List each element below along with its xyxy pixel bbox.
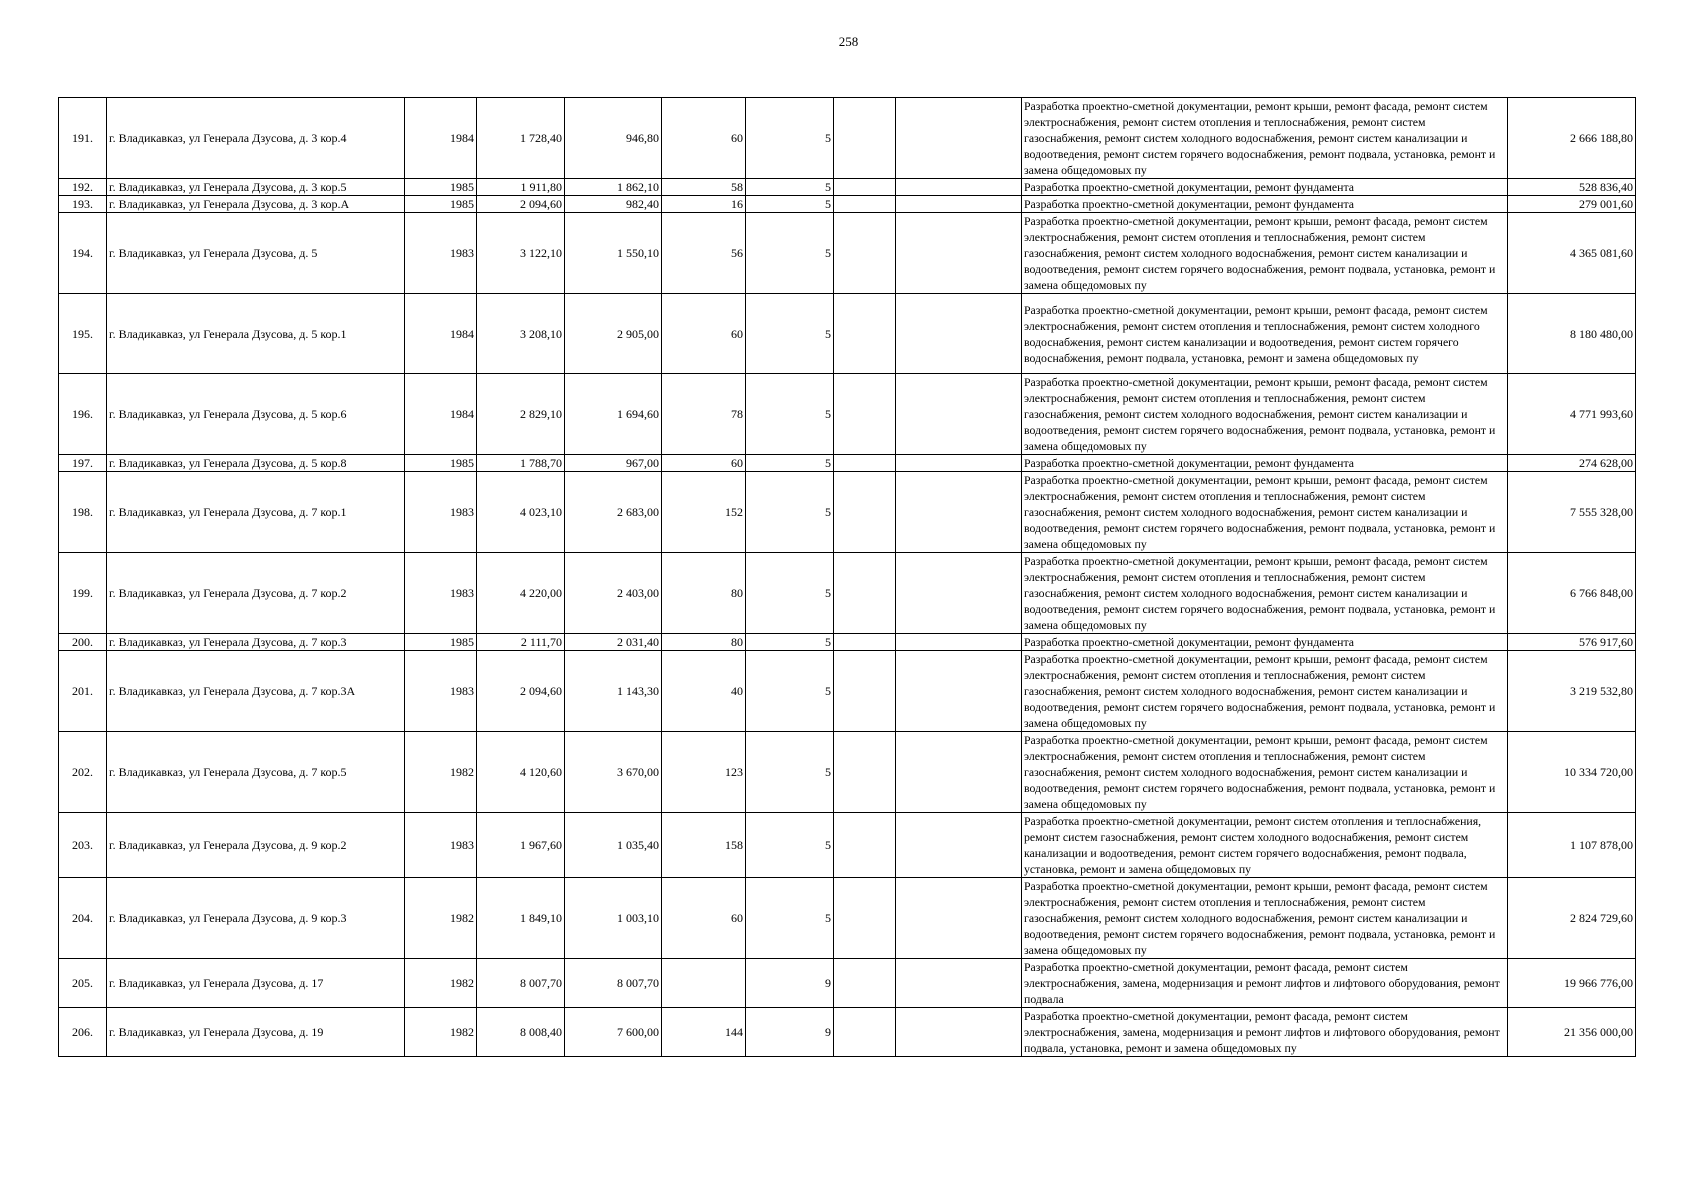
empty-cell [834, 98, 896, 179]
floors-cell: 9 [746, 1008, 834, 1057]
works-description-cell: Разработка проектно-сметной документации, ремонт фасада, ремонт систем электроснабжения, замена, модернизация и ремонт лифтов и лифтового оборудования, ремонт подвала, установка, ремонт и замена общедомовых пу [1022, 1008, 1508, 1057]
total-area-cell: 4 220,00 [477, 553, 565, 634]
empty-cell [834, 878, 896, 959]
cost-cell: 10 334 720,00 [1508, 732, 1636, 813]
living-area-cell: 7 600,00 [565, 1008, 662, 1057]
living-area-cell: 946,80 [565, 98, 662, 179]
cost-cell: 19 966 776,00 [1508, 959, 1636, 1008]
living-area-cell: 3 670,00 [565, 732, 662, 813]
table-row [59, 634, 1636, 651]
table-row [59, 179, 1636, 196]
year-cell: 1984 [405, 374, 477, 455]
row-number: 193. [59, 196, 107, 213]
year-cell: 1983 [405, 213, 477, 294]
year-cell: 1985 [405, 634, 477, 651]
year-cell: 1982 [405, 732, 477, 813]
total-area-cell: 2 829,10 [477, 374, 565, 455]
total-area-cell: 2 111,70 [477, 634, 565, 651]
works-description-cell: Разработка проектно-сметной документации, ремонт крыши, ремонт фасада, ремонт систем электроснабжения, ремонт систем отопления и теплоснабжения, ремонт систем газоснабжения, ремонт систем холодного водоснабжения, ремонт систем канализации и водоотведения, ремонт систем горячего водоснабжения, ремонт подвала, установка, ремонт и замена общедомовых пу [1022, 878, 1508, 959]
floors-cell: 5 [746, 179, 834, 196]
empty-cell [896, 179, 1022, 196]
floors-cell: 5 [746, 196, 834, 213]
table-row [59, 1008, 1636, 1057]
works-description-cell: Разработка проектно-сметной документации, ремонт крыши, ремонт фасада, ремонт систем электроснабжения, ремонт систем отопления и теплоснабжения, ремонт систем газоснабжения, ремонт систем холодного водоснабжения, ремонт систем канализации и водоотведения, ремонт систем горячего водоснабжения, ремонт подвала, установка, ремонт и замена общедомовых пу [1022, 553, 1508, 634]
floors-cell: 5 [746, 455, 834, 472]
cost-cell: 21 356 000,00 [1508, 1008, 1636, 1057]
empty-cell [834, 179, 896, 196]
table-row [59, 813, 1636, 878]
total-area-cell: 1 911,80 [477, 179, 565, 196]
cost-cell: 4 365 081,60 [1508, 213, 1636, 294]
empty-cell [896, 213, 1022, 294]
empty-cell [896, 813, 1022, 878]
address-cell: г. Владикавказ, ул Генерала Дзусова, д. 7 кор.2 [107, 553, 405, 634]
residents-cell: 40 [662, 651, 746, 732]
row-number: 204. [59, 878, 107, 959]
address-cell: г. Владикавказ, ул Генерала Дзусова, д. 5 кор.6 [107, 374, 405, 455]
row-number: 199. [59, 553, 107, 634]
address-cell: г. Владикавказ, ул Генерала Дзусова, д. 5 [107, 213, 405, 294]
floors-cell: 9 [746, 959, 834, 1008]
row-number: 201. [59, 651, 107, 732]
address-cell: г. Владикавказ, ул Генерала Дзусова, д. 9 кор.2 [107, 813, 405, 878]
table-row [59, 455, 1636, 472]
empty-cell [834, 553, 896, 634]
empty-cell [896, 732, 1022, 813]
floors-cell: 5 [746, 732, 834, 813]
address-cell: г. Владикавказ, ул Генерала Дзусова, д. 7 кор.1 [107, 472, 405, 553]
address-cell: г. Владикавказ, ул Генерала Дзусова, д. 19 [107, 1008, 405, 1057]
living-area-cell: 2 683,00 [565, 472, 662, 553]
living-area-cell: 1 003,10 [565, 878, 662, 959]
table-row [59, 553, 1636, 634]
year-cell: 1985 [405, 196, 477, 213]
living-area-cell: 1 035,40 [565, 813, 662, 878]
cost-cell: 1 107 878,00 [1508, 813, 1636, 878]
residents-cell: 60 [662, 455, 746, 472]
page-number: 258 [838, 34, 859, 49]
cost-cell: 576 917,60 [1508, 634, 1636, 651]
year-cell: 1984 [405, 98, 477, 179]
floors-cell: 5 [746, 472, 834, 553]
empty-cell [896, 651, 1022, 732]
floors-cell: 5 [746, 294, 834, 374]
total-area-cell: 8 007,70 [477, 959, 565, 1008]
residents-cell: 60 [662, 98, 746, 179]
repair-program-table [58, 97, 1636, 1057]
residents-cell: 152 [662, 472, 746, 553]
row-number: 192. [59, 179, 107, 196]
cost-cell: 3 219 532,80 [1508, 651, 1636, 732]
row-number: 205. [59, 959, 107, 1008]
floors-cell: 5 [746, 813, 834, 878]
cost-cell: 8 180 480,00 [1508, 294, 1636, 374]
living-area-cell: 1 550,10 [565, 213, 662, 294]
empty-cell [896, 294, 1022, 374]
residents-cell: 80 [662, 634, 746, 651]
floors-cell: 5 [746, 634, 834, 651]
year-cell: 1984 [405, 294, 477, 374]
row-number: 200. [59, 634, 107, 651]
floors-cell: 5 [746, 213, 834, 294]
empty-cell [896, 959, 1022, 1008]
total-area-cell: 1 788,70 [477, 455, 565, 472]
empty-cell [896, 878, 1022, 959]
empty-cell [834, 196, 896, 213]
floors-cell: 5 [746, 878, 834, 959]
floors-cell: 5 [746, 651, 834, 732]
address-cell: г. Владикавказ, ул Генерала Дзусова, д. 7 кор.5 [107, 732, 405, 813]
works-description-cell: Разработка проектно-сметной документации, ремонт фундамента [1022, 634, 1508, 651]
empty-cell [896, 1008, 1022, 1057]
row-number: 194. [59, 213, 107, 294]
total-area-cell: 2 094,60 [477, 196, 565, 213]
table-row [59, 472, 1636, 553]
empty-cell [834, 374, 896, 455]
empty-cell [834, 455, 896, 472]
works-description-cell: Разработка проектно-сметной документации, ремонт фундамента [1022, 455, 1508, 472]
cost-cell: 6 766 848,00 [1508, 553, 1636, 634]
works-description-cell: Разработка проектно-сметной документации, ремонт фундамента [1022, 179, 1508, 196]
empty-cell [896, 553, 1022, 634]
residents-cell: 58 [662, 179, 746, 196]
floors-cell: 5 [746, 553, 834, 634]
residents-cell [662, 959, 746, 1008]
row-number: 195. [59, 294, 107, 374]
residents-cell: 60 [662, 294, 746, 374]
year-cell: 1983 [405, 553, 477, 634]
table-row [59, 213, 1636, 294]
year-cell: 1985 [405, 179, 477, 196]
empty-cell [834, 732, 896, 813]
address-cell: г. Владикавказ, ул Генерала Дзусова, д. 9 кор.3 [107, 878, 405, 959]
table-row [59, 98, 1636, 179]
empty-cell [834, 959, 896, 1008]
row-number: 202. [59, 732, 107, 813]
total-area-cell: 1 728,40 [477, 98, 565, 179]
row-number: 198. [59, 472, 107, 553]
empty-cell [834, 634, 896, 651]
row-number: 206. [59, 1008, 107, 1057]
cost-cell: 528 836,40 [1508, 179, 1636, 196]
total-area-cell: 3 208,10 [477, 294, 565, 374]
empty-cell [834, 213, 896, 294]
table-row [59, 374, 1636, 455]
residents-cell: 80 [662, 553, 746, 634]
works-description-cell: Разработка проектно-сметной документации, ремонт систем отопления и теплоснабжения, ремонт систем газоснабжения, ремонт систем холодного водоснабжения, ремонт систем канализации и водоотведения, ремонт систем горячего водоснабжения, ремонт подвала, установка, ремонт и замена общедомовых пу [1022, 813, 1508, 878]
total-area-cell: 4 023,10 [477, 472, 565, 553]
empty-cell [896, 98, 1022, 179]
living-area-cell: 2 403,00 [565, 553, 662, 634]
residents-cell: 78 [662, 374, 746, 455]
empty-cell [834, 651, 896, 732]
row-number: 196. [59, 374, 107, 455]
cost-cell: 2 666 188,80 [1508, 98, 1636, 179]
address-cell: г. Владикавказ, ул Генерала Дзусова, д. 17 [107, 959, 405, 1008]
year-cell: 1983 [405, 651, 477, 732]
empty-cell [834, 472, 896, 553]
table-row [59, 878, 1636, 959]
living-area-cell: 982,40 [565, 196, 662, 213]
total-area-cell: 2 094,60 [477, 651, 565, 732]
living-area-cell: 967,00 [565, 455, 662, 472]
table-row [59, 732, 1636, 813]
floors-cell: 5 [746, 98, 834, 179]
living-area-cell: 1 694,60 [565, 374, 662, 455]
total-area-cell: 4 120,60 [477, 732, 565, 813]
works-description-cell: Разработка проектно-сметной документации, ремонт крыши, ремонт фасада, ремонт систем электроснабжения, ремонт систем отопления и теплоснабжения, ремонт систем газоснабжения, ремонт систем холодного водоснабжения, ремонт систем канализации и водоотведения, ремонт систем горячего водоснабжения, ремонт подвала, установка, ремонт и замена общедомовых пу [1022, 213, 1508, 294]
living-area-cell: 2 905,00 [565, 294, 662, 374]
residents-cell: 56 [662, 213, 746, 294]
works-description-cell: Разработка проектно-сметной документации, ремонт фасада, ремонт систем электроснабжения, замена, модернизация и ремонт лифтов и лифтового оборудования, ремонт подвала [1022, 959, 1508, 1008]
living-area-cell: 8 007,70 [565, 959, 662, 1008]
works-description-cell: Разработка проектно-сметной документации, ремонт крыши, ремонт фасада, ремонт систем электроснабжения, ремонт систем отопления и теплоснабжения, ремонт систем газоснабжения, ремонт систем холодного водоснабжения, ремонт систем канализации и водоотведения, ремонт систем горячего водоснабжения, ремонт подвала, установка, ремонт и замена общедомовых пу [1022, 472, 1508, 553]
address-cell: г. Владикавказ, ул Генерала Дзусова, д. 5 кор.8 [107, 455, 405, 472]
floors-cell: 5 [746, 374, 834, 455]
year-cell: 1982 [405, 1008, 477, 1057]
total-area-cell: 1 967,60 [477, 813, 565, 878]
works-description-cell: Разработка проектно-сметной документации, ремонт крыши, ремонт фасада, ремонт систем электроснабжения, ремонт систем отопления и теплоснабжения, ремонт систем холодного водоснабжения, ремонт систем канализации и водоотведения, ремонт систем горячего водоснабжения, ремонт подвала, установка, ремонт и замена общедомовых пу [1022, 294, 1508, 374]
table-row [59, 959, 1636, 1008]
total-area-cell: 1 849,10 [477, 878, 565, 959]
total-area-cell: 3 122,10 [477, 213, 565, 294]
year-cell: 1985 [405, 455, 477, 472]
total-area-cell: 8 008,40 [477, 1008, 565, 1057]
table-row [59, 294, 1636, 374]
residents-cell: 144 [662, 1008, 746, 1057]
residents-cell: 158 [662, 813, 746, 878]
works-description-cell: Разработка проектно-сметной документации, ремонт крыши, ремонт фасада, ремонт систем электроснабжения, ремонт систем отопления и теплоснабжения, ремонт систем газоснабжения, ремонт систем холодного водоснабжения, ремонт систем канализации и водоотведения, ремонт систем горячего водоснабжения, ремонт подвала, установка, ремонт и замена общедомовых пу [1022, 651, 1508, 732]
empty-cell [834, 294, 896, 374]
address-cell: г. Владикавказ, ул Генерала Дзусова, д. 7 кор.3А [107, 651, 405, 732]
works-description-cell: Разработка проектно-сметной документации, ремонт крыши, ремонт фасада, ремонт систем электроснабжения, ремонт систем отопления и теплоснабжения, ремонт систем газоснабжения, ремонт систем холодного водоснабжения, ремонт систем канализации и водоотведения, ремонт систем горячего водоснабжения, ремонт подвала, установка, ремонт и замена общедомовых пу [1022, 374, 1508, 455]
year-cell: 1982 [405, 878, 477, 959]
works-description-cell: Разработка проектно-сметной документации, ремонт крыши, ремонт фасада, ремонт систем электроснабжения, ремонт систем отопления и теплоснабжения, ремонт систем газоснабжения, ремонт систем холодного водоснабжения, ремонт систем канализации и водоотведения, ремонт систем горячего водоснабжения, ремонт подвала, установка, ремонт и замена общедомовых пу [1022, 98, 1508, 179]
table-body [59, 98, 1636, 1057]
cost-cell: 2 824 729,60 [1508, 878, 1636, 959]
empty-cell [896, 196, 1022, 213]
row-number: 191. [59, 98, 107, 179]
works-description-cell: Разработка проектно-сметной документации, ремонт крыши, ремонт фасада, ремонт систем электроснабжения, ремонт систем отопления и теплоснабжения, ремонт систем газоснабжения, ремонт систем холодного водоснабжения, ремонт систем канализации и водоотведения, ремонт систем горячего водоснабжения, ремонт подвала, установка, ремонт и замена общедомовых пу [1022, 732, 1508, 813]
empty-cell [896, 634, 1022, 651]
residents-cell: 16 [662, 196, 746, 213]
row-number: 197. [59, 455, 107, 472]
living-area-cell: 1 143,30 [565, 651, 662, 732]
address-cell: г. Владикавказ, ул Генерала Дзусова, д. 7 кор.3 [107, 634, 405, 651]
empty-cell [896, 472, 1022, 553]
cost-cell: 279 001,60 [1508, 196, 1636, 213]
empty-cell [834, 813, 896, 878]
cost-cell: 274 628,00 [1508, 455, 1636, 472]
living-area-cell: 2 031,40 [565, 634, 662, 651]
row-number: 203. [59, 813, 107, 878]
table-row [59, 651, 1636, 732]
year-cell: 1982 [405, 959, 477, 1008]
cost-cell: 7 555 328,00 [1508, 472, 1636, 553]
cost-cell: 4 771 993,60 [1508, 374, 1636, 455]
address-cell: г. Владикавказ, ул Генерала Дзусова, д. 5 кор.1 [107, 294, 405, 374]
address-cell: г. Владикавказ, ул Генерала Дзусова, д. 3 кор.А [107, 196, 405, 213]
works-description-cell: Разработка проектно-сметной документации, ремонт фундамента [1022, 196, 1508, 213]
empty-cell [896, 455, 1022, 472]
empty-cell [834, 1008, 896, 1057]
table-row [59, 196, 1636, 213]
year-cell: 1983 [405, 472, 477, 553]
year-cell: 1983 [405, 813, 477, 878]
living-area-cell: 1 862,10 [565, 179, 662, 196]
residents-cell: 123 [662, 732, 746, 813]
address-cell: г. Владикавказ, ул Генерала Дзусова, д. 3 кор.4 [107, 98, 405, 179]
empty-cell [896, 374, 1022, 455]
address-cell: г. Владикавказ, ул Генерала Дзусова, д. 3 кор.5 [107, 179, 405, 196]
residents-cell: 60 [662, 878, 746, 959]
